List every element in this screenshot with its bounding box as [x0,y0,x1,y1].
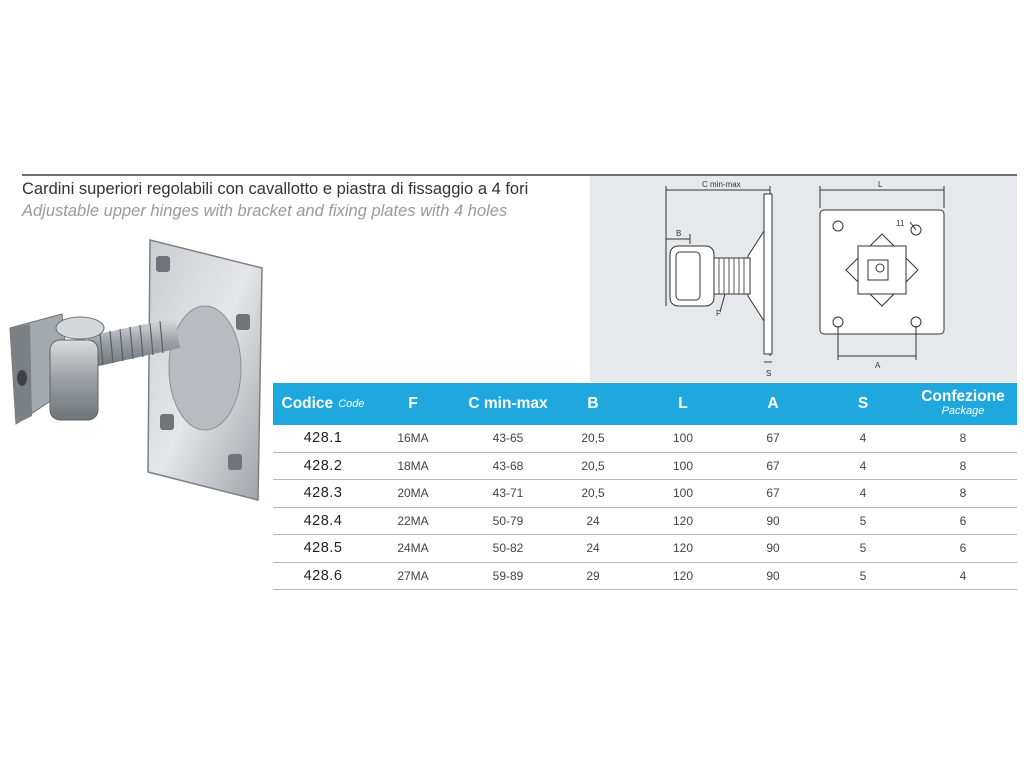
label-l: L [878,180,883,189]
label-b: B [676,229,682,238]
title-english: Adjustable upper hinges with bracket and fixing plates with 4 holes [22,202,508,220]
cell-code: 428.1 [303,430,343,446]
cell-a: 90 [766,541,780,555]
table-row [273,508,1017,536]
header-a: A [767,395,779,412]
cell-c: 50-79 [492,513,524,528]
cell-f: 16MA [397,431,429,445]
header-s: S [857,395,869,412]
cell-pkg: 8 [959,431,967,445]
cell-c: 50-82 [492,541,524,555]
header-f: F [408,395,418,412]
cell-c: 43-71 [492,486,524,500]
table-header [273,383,1017,425]
cell-b: 20,5 [581,486,605,500]
cell-f: 27MA [397,568,429,583]
table-row [273,563,1017,591]
title-italian: Cardini superiori regolabili con cavallotto e piastra di fissaggio a 4 fori [22,180,529,198]
header-package [923,383,1003,425]
cell-pkg: 8 [959,486,967,500]
cell-l: 100 [672,458,694,473]
label-a: A [875,361,881,370]
technical-drawing [590,176,1017,382]
cell-b: 29 [586,568,600,583]
header-code [273,383,373,425]
table-row [273,453,1017,481]
technical-drawing-panel [590,176,1017,382]
cell-b: 24 [586,513,600,528]
label-s: S [766,369,772,378]
cell-l: 100 [672,431,694,445]
cell-s: 4 [859,486,867,500]
cell-b: 24 [586,541,600,555]
cell-f: 20MA [397,486,429,500]
label-c: C min-max [702,180,741,189]
cell-s: 5 [859,513,867,528]
label-hole: 11 [896,219,905,228]
table-body [273,425,1017,590]
cell-b: 20,5 [581,458,605,473]
cell-f: 18MA [397,458,429,473]
cell-s: 4 [859,431,867,445]
table-row [273,480,1017,508]
header-code-label: Codice [281,395,334,412]
cell-a: 90 [766,513,780,528]
cell-a: 67 [766,458,780,473]
cell-pkg: 6 [959,541,967,555]
cell-code: 428.6 [303,567,343,584]
header-b: B [587,395,599,412]
cell-b: 20,5 [581,431,605,445]
cell-code: 428.3 [303,485,343,501]
header-package-sub: Package [941,405,985,417]
cell-s: 5 [859,541,867,555]
cell-c: 43-68 [492,458,524,473]
cell-a: 67 [766,431,780,445]
cell-l: 100 [672,486,694,500]
specs-table [273,383,1017,590]
table-row [273,425,1017,453]
cell-f: 24MA [397,541,429,555]
cell-code: 428.5 [303,540,343,556]
cell-a: 67 [766,486,780,500]
cell-a: 90 [766,568,780,583]
cell-l: 120 [672,568,694,583]
table-row [273,535,1017,563]
cell-c: 59-89 [492,568,524,583]
cell-f: 22MA [397,513,429,528]
cell-pkg: 6 [959,513,967,528]
cell-l: 120 [672,541,694,555]
hinge-photo [0,228,272,540]
cell-code: 428.2 [303,457,343,474]
cell-s: 5 [859,568,867,583]
cell-pkg: 8 [959,458,967,473]
label-f: F [716,309,721,318]
header-code-sub: Code [338,398,365,410]
cell-c: 43-65 [492,431,524,445]
header-c: C min-max [468,395,548,412]
cell-pkg: 4 [959,568,967,583]
cell-code: 428.4 [303,512,343,529]
cell-s: 4 [859,458,867,473]
cell-l: 120 [672,513,694,528]
header-l: L [678,395,688,412]
header-package-label: Confezione [921,388,1005,405]
